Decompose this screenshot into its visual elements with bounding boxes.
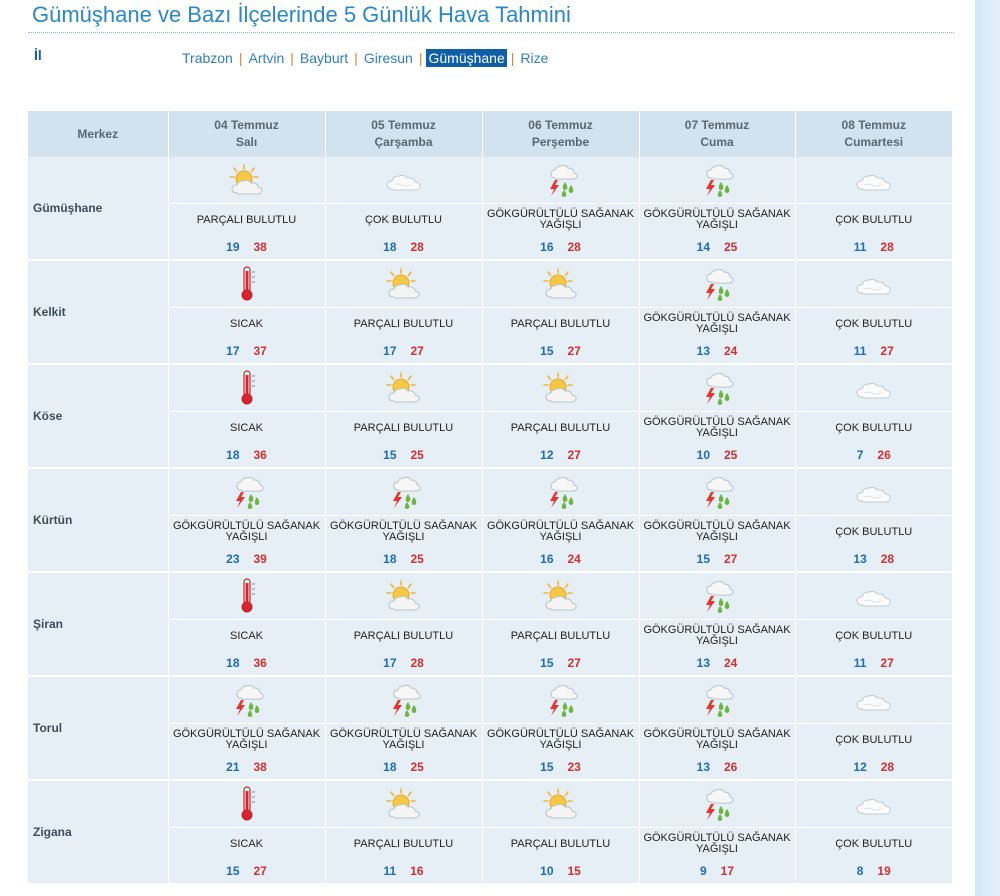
forecast-cell [168,676,325,780]
max-temperature: 27 [567,344,581,358]
weather-description: GÖKGÜRÜLTÜLÜ SAĞANAK YAĞIŞLI [172,728,321,751]
min-temperature: 9 [699,864,707,878]
min-temperature: 16 [540,552,554,566]
weather-description: PARÇALI BULUTLU [353,421,454,434]
max-temperature: 27 [253,864,267,878]
max-temperature: 28 [567,240,581,254]
day-column-header [168,111,325,157]
day-date: 06 Temmuz [528,118,593,132]
weather-description: ÇOK BULUTLU [835,733,913,746]
max-temperature: 25 [410,760,424,774]
forecast-cell [482,468,639,572]
location-name: Köse [28,364,168,468]
nav-separator: | [290,50,294,66]
forecast-cell [795,468,952,572]
forecast-cell [795,364,952,468]
province-link-4[interactable]: Giresun [363,50,413,66]
forecast-cell [795,780,952,884]
partly-cloudy-icon [227,163,267,197]
min-temperature: 11 [383,864,397,878]
weather-description: PARÇALI BULUTLU [510,421,611,434]
max-temperature: 24 [567,552,581,566]
min-temperature: 17 [226,344,240,358]
forecast-cell [639,572,795,676]
thunder-shower-icon [697,578,737,614]
title-divider [28,32,954,33]
max-temperature: 27 [880,656,894,670]
forecast-cell [482,780,639,884]
thunder-shower-icon [541,682,581,718]
cloudy-icon [854,373,894,403]
day-column-header [795,111,952,157]
day-weekday: Salı [235,135,258,149]
nav-separator: | [354,50,358,66]
min-temperature: 12 [540,448,554,462]
max-temperature: 25 [724,448,738,462]
min-temperature: 13 [696,344,710,358]
weather-description: GÖKGÜRÜLTÜLÜ SAĞANAK YAĞIŞLI [643,832,791,855]
min-temperature: 18 [383,240,397,254]
cloudy-icon [854,269,894,299]
forecast-cell [639,364,795,468]
province-link-2[interactable]: Artvin [248,50,285,66]
day-date: 08 Temmuz [841,118,906,132]
thunder-shower-icon [541,474,581,510]
min-temperature: 13 [853,552,867,566]
forecast-cell [325,676,482,780]
hot-thermometer-icon [232,784,262,824]
weather-description: GÖKGÜRÜLTÜLÜ SAĞANAK YAĞIŞLI [486,520,635,543]
forecast-cell [639,676,795,780]
weather-description: ÇOK BULUTLU [835,525,913,538]
day-date: 07 Temmuz [684,118,750,132]
partly-cloudy-icon [541,371,581,405]
cloudy-icon [854,165,894,195]
min-temperature: 17 [383,344,397,358]
forecast-cell [168,157,325,260]
weather-description: SICAK [229,837,263,850]
min-temperature: 19 [226,240,240,254]
thunder-shower-icon [384,682,424,718]
table-row [28,468,952,572]
forecast-cell [482,157,639,260]
forecast-cell [639,157,795,260]
max-temperature: 28 [880,552,895,566]
min-temperature: 10 [696,448,710,462]
weather-description: GÖKGÜRÜLTÜLÜ SAĞANAK YAĞIŞLI [643,416,791,439]
max-temperature: 38 [253,240,267,254]
partly-cloudy-icon [541,267,581,301]
hot-thermometer-icon [232,576,262,616]
max-temperature: 39 [253,552,267,566]
partly-cloudy-icon [384,371,424,405]
day-date: 04 Temmuz [214,118,279,132]
max-temperature: 16 [410,864,424,878]
min-temperature: 13 [696,656,710,670]
partly-cloudy-icon [541,787,581,821]
nav-separator: | [418,50,423,66]
max-temperature: 15 [567,864,581,878]
forecast-cell [325,572,482,676]
max-temperature: 19 [877,864,891,878]
nav-separator: | [510,50,515,66]
location-name: Şiran [28,572,168,676]
location-column-header: Merkez [28,111,168,157]
thunder-shower-icon [697,162,737,198]
forecast-cell [482,260,639,364]
weather-description: GÖKGÜRÜLTÜLÜ SAĞANAK YAĞIŞLI [643,312,791,335]
max-temperature: 26 [724,760,738,774]
thunder-shower-icon [541,162,581,198]
province-label: İl [34,47,42,63]
min-temperature: 15 [540,344,554,358]
max-temperature: 28 [410,656,424,670]
weather-description: PARÇALI BULUTLU [510,317,611,330]
partly-cloudy-icon [384,787,424,821]
max-temperature: 26 [877,448,891,462]
min-temperature: 15 [226,864,240,878]
forecast-cell [639,780,795,884]
province-link-1[interactable]: Trabzon [182,50,233,66]
weather-description: PARÇALI BULUTLU [196,213,297,226]
weather-description: SICAK [229,629,263,642]
min-temperature: 15 [696,552,710,566]
forecast-cell [482,572,639,676]
weather-description: GÖKGÜRÜLTÜLÜ SAĞANAK YAĞIŞLI [643,208,791,231]
thunder-shower-icon [227,682,267,718]
max-temperature: 27 [410,344,424,358]
weather-description: GÖKGÜRÜLTÜLÜ SAĞANAK YAĞIŞLI [172,520,321,543]
table-row [28,157,952,260]
weather-description: GÖKGÜRÜLTÜLÜ SAĞANAK YAĞIŞLI [643,728,791,751]
day-date: 05 Temmuz [371,118,436,132]
forecast-cell [482,676,639,780]
max-temperature: 28 [880,240,894,254]
page-right-strip [975,0,1000,896]
min-temperature: 12 [853,760,867,774]
cloudy-icon [854,581,894,611]
min-temperature: 15 [540,656,554,670]
min-temperature: 23 [226,552,240,566]
max-temperature: 36 [253,656,267,670]
table-row [28,260,952,364]
location-name: Torul [28,676,168,780]
min-temperature: 11 [853,344,867,358]
day-weekday: Cuma [700,135,734,149]
weather-description: PARÇALI BULUTLU [353,837,454,850]
min-temperature: 17 [383,656,397,670]
forecast-cell [325,780,482,884]
min-temperature: 21 [226,760,240,774]
thunder-shower-icon [697,682,737,718]
nav-separator: | [238,50,243,66]
forecast-cell [168,780,325,884]
cloudy-icon [854,789,894,819]
hot-thermometer-icon [232,264,262,304]
forecast-cell [168,468,325,572]
province-nav [180,47,550,69]
forecast-cell [795,260,952,364]
forecast-table [28,111,952,885]
day-column-header [639,111,795,157]
min-temperature: 13 [696,760,710,774]
forecast-cell [325,157,482,260]
weather-description: ÇOK BULUTLU [835,213,913,226]
day-weekday: Çarşamba [374,135,433,149]
table-header-row [28,111,952,157]
max-temperature: 27 [724,552,738,566]
day-column-header [325,111,482,157]
day-weekday: Cumartesi [844,135,904,149]
cloudy-icon [384,165,424,195]
table-row [28,572,952,676]
max-temperature: 28 [880,760,895,774]
min-temperature: 16 [540,240,554,254]
table-row [28,364,952,468]
max-temperature: 28 [410,240,424,254]
max-temperature: 23 [567,760,581,774]
weather-description: GÖKGÜRÜLTÜLÜ SAĞANAK YAĞIŞLI [329,728,478,751]
weather-description: GÖKGÜRÜLTÜLÜ SAĞANAK YAĞIŞLI [643,624,791,647]
forecast-cell [325,468,482,572]
weather-description: ÇOK BULUTLU [364,213,443,226]
forecast-cell [639,260,795,364]
max-temperature: 37 [253,344,267,358]
partly-cloudy-icon [541,579,581,613]
max-temperature: 38 [253,760,267,774]
min-temperature: 15 [383,448,397,462]
max-temperature: 27 [567,656,581,670]
max-temperature: 27 [880,344,894,358]
thunder-shower-icon [384,474,424,510]
forecast-cell [795,572,952,676]
max-temperature: 27 [567,448,581,462]
min-temperature: 18 [383,760,397,774]
location-name: Kelkit [28,260,168,364]
max-temperature: 24 [724,656,738,670]
weather-description: GÖKGÜRÜLTÜLÜ SAĞANAK YAĞIŞLI [486,728,635,751]
weather-description: PARÇALI BULUTLU [353,629,454,642]
weather-description: PARÇALI BULUTLU [510,837,611,850]
thunder-shower-icon [697,266,737,302]
partly-cloudy-icon [384,579,424,613]
table-row [28,780,952,884]
weather-description: ÇOK BULUTLU [835,317,913,330]
min-temperature: 8 [856,864,864,878]
day-column-header [482,111,639,157]
max-temperature: 25 [724,240,738,254]
weather-description: PARÇALI BULUTLU [353,317,454,330]
cloudy-icon [854,477,894,507]
location-name: Kürtün [28,468,168,572]
thunder-shower-icon [697,786,737,822]
min-temperature: 18 [226,656,240,670]
weather-description: GÖKGÜRÜLTÜLÜ SAĞANAK YAĞIŞLI [486,208,635,231]
min-temperature: 15 [540,760,554,774]
weather-description: ÇOK BULUTLU [835,421,913,434]
location-name: Gümüşhane [28,157,168,260]
weather-description: ÇOK BULUTLU [835,629,913,642]
min-temperature: 14 [696,240,710,254]
forecast-cell [482,364,639,468]
min-temperature: 7 [856,448,864,462]
weather-description: GÖKGÜRÜLTÜLÜ SAĞANAK YAĞIŞLI [643,520,791,543]
day-weekday: Perşembe [531,135,590,149]
forecast-cell [795,676,952,780]
province-link-6[interactable]: Rize [520,50,549,66]
max-temperature: 17 [720,864,735,878]
weather-description: SICAK [229,421,263,434]
thunder-shower-icon [227,474,267,510]
forecast-cell [168,260,325,364]
weather-description: GÖKGÜRÜLTÜLÜ SAĞANAK YAĞIŞLI [329,520,478,543]
min-temperature: 10 [540,864,554,878]
forecast-cell [168,364,325,468]
min-temperature: 11 [853,240,867,254]
max-temperature: 24 [724,344,738,358]
weather-description: ÇOK BULUTLU [835,837,913,850]
hot-thermometer-icon [232,368,262,408]
province-link-3[interactable]: Bayburt [299,50,349,66]
min-temperature: 18 [226,448,240,462]
partly-cloudy-icon [384,267,424,301]
location-name: Zigana [28,780,168,884]
max-temperature: 36 [253,448,267,462]
forecast-cell [795,157,952,260]
cloudy-icon [854,685,894,715]
forecast-cell [168,572,325,676]
min-temperature: 18 [383,552,397,566]
min-temperature: 11 [853,656,867,670]
weather-description: SICAK [229,317,263,330]
province-link-5[interactable]: Gümüşhane [428,50,505,66]
page-title: Gümüşhane ve Bazı İlçelerinde 5 Günlük Hava Tahmini [32,2,571,27]
forecast-cell [639,468,795,572]
forecast-cell [325,364,482,468]
weather-description: PARÇALI BULUTLU [510,629,611,642]
thunder-shower-icon [697,370,737,406]
table-body [28,157,952,884]
thunder-shower-icon [697,474,737,510]
max-temperature: 25 [410,552,424,566]
table-row [28,676,952,780]
forecast-cell [325,260,482,364]
max-temperature: 25 [410,448,424,462]
